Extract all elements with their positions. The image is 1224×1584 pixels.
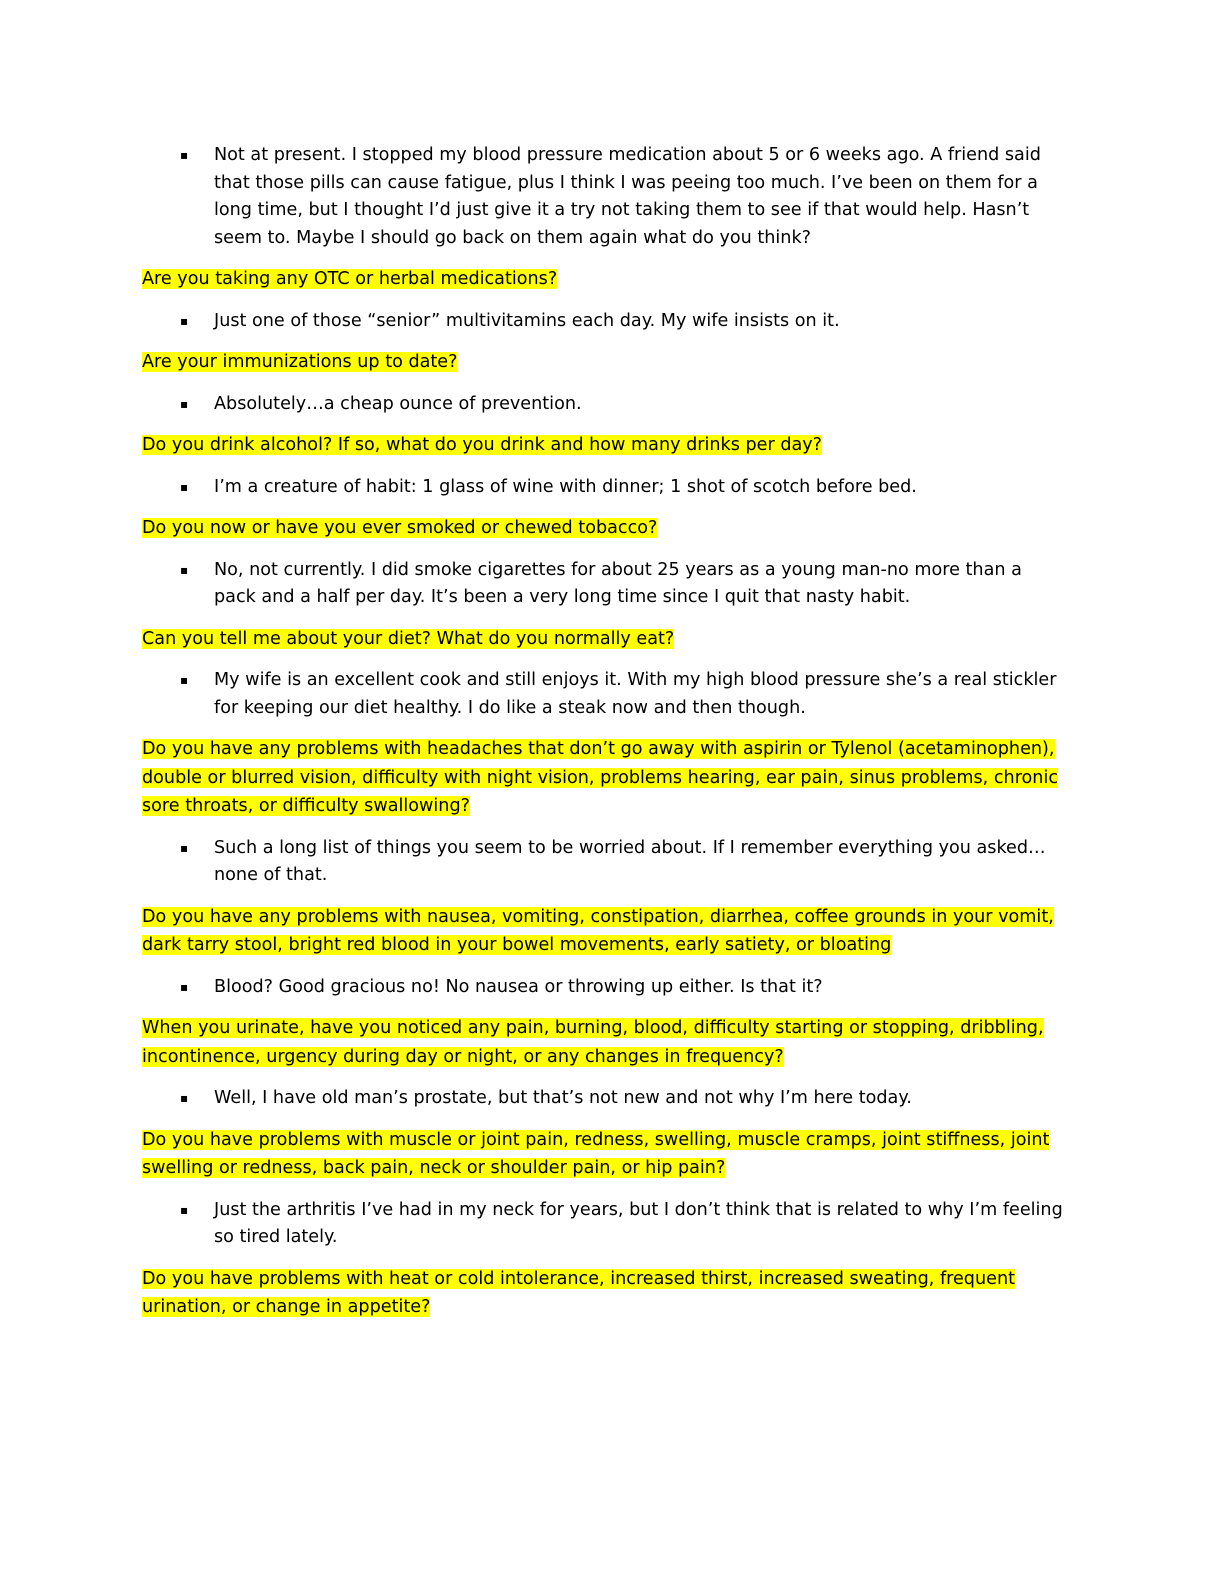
question-item — [142, 735, 1067, 821]
question-text: Are your immunizations up to date? — [142, 352, 458, 372]
answer-item — [180, 974, 1067, 1002]
answer-item — [180, 391, 1067, 419]
answer-item — [180, 835, 1067, 890]
question-text: When you urinate, have you noticed any pain, burning, blood, difficulty starting or stopping, dribbling, incontinence, urgency during day or night, or any changes in frequency? — [142, 1018, 1044, 1067]
question-text: Are you taking any OTC or herbal medications? — [142, 269, 558, 289]
question-item — [142, 265, 1067, 294]
question-text: Do you have any problems with headaches that don’t go away with aspirin or Tylenol (acetaminophen), double or blurred vision, difficulty with night vision, problems hearing, ear pain, sinus problems, chronic sore throats, or difficulty swallowing? — [142, 739, 1059, 816]
bullet-icon: ▪ — [180, 148, 189, 162]
document-page — [142, 142, 1067, 1336]
question-item — [142, 1014, 1067, 1071]
bullet-icon: ▪ — [180, 673, 189, 687]
answer-text: My wife is an excellent cook and still enjoys it. With my high blood pressure she’s a real stickler for keeping our diet healthy. I do like a steak now and then though. — [214, 670, 1057, 718]
question-text: Do you drink alcohol? If so, what do you drink and how many drinks per day? — [142, 435, 823, 455]
answer-text: I’m a creature of habit: 1 glass of wine with dinner; 1 shot of scotch before bed. — [214, 476, 917, 497]
answer-text: Absolutely…a cheap ounce of prevention. — [214, 393, 582, 414]
answer-item — [180, 557, 1067, 612]
question-item — [142, 625, 1067, 654]
answer-item — [180, 474, 1067, 502]
bullet-icon: ▪ — [180, 396, 189, 411]
answer-item — [180, 667, 1067, 722]
answer-item — [180, 1085, 1067, 1113]
question-text: Do you have problems with muscle or joint pain, redness, swelling, muscle cramps, joint stiffness, joint swelling or redness, back pain, neck or shoulder pain, or hip pain? — [142, 1129, 1050, 1178]
question-text: Do you now or have you ever smoked or chewed tobacco? — [142, 518, 658, 538]
bullet-icon: ▪ — [180, 979, 189, 994]
answer-text: No, not currently. I did smoke cigarettes for about 25 years as a young man-no more than a pack and a half per day. It’s been a very long time since I quit that nasty habit. — [214, 559, 1022, 607]
question-text: Can you tell me about your diet? What do you normally eat? — [142, 628, 675, 649]
question-item — [142, 903, 1067, 960]
answer-text: Not at present. I stopped my blood pressure medication about 5 or 6 weeks ago. A friend said that those pills can cause fatigue, plus I think I was peeing too much. I’ve been on them for a long time, but I thought I’d just give it a try not taking them to see if that would help. Hasn’t seem to. Maybe I should go back on them again what do you think? — [214, 145, 1041, 248]
bullet-icon: ▪ — [180, 313, 189, 328]
bullet-icon: ▪ — [180, 479, 189, 494]
question-item — [142, 514, 1067, 543]
answer-text: Just the arthritis I’ve had in my neck for years, but I don’t think that is related to why I’m feeling so tired lately. — [214, 1199, 1063, 1247]
answer-text: Blood? Good gracious no! No nausea or throwing up either. Is that it? — [214, 976, 823, 997]
bullet-icon: ▪ — [180, 840, 189, 855]
answer-text: Just one of those “senior” multivitamins each day. My wife insists on it. — [214, 310, 840, 331]
answer-item — [180, 142, 1067, 252]
answer-text: Well, I have old man’s prostate, but that’s not new and not why I’m here today. — [214, 1088, 912, 1108]
question-item — [142, 1265, 1067, 1322]
question-item — [142, 1126, 1067, 1183]
question-text: Do you have any problems with nausea, vomiting, constipation, diarrhea, coffee grounds in your vomit, dark tarry stool, bright red blood in your bowel movements, early satiety, or bloating — [142, 906, 1054, 955]
answer-text: Such a long list of things you seem to be worried about. If I remember everything you asked… none of that. — [214, 837, 1046, 885]
bullet-icon: ▪ — [180, 1202, 189, 1217]
answer-item — [180, 1197, 1067, 1252]
question-item — [142, 348, 1067, 377]
question-item — [142, 431, 1067, 460]
answer-item — [180, 308, 1067, 336]
question-text: Do you have problems with heat or cold intolerance, increased thirst, increased sweating, frequent urination, or change in appetite? — [142, 1268, 1016, 1317]
bullet-icon: ▪ — [180, 562, 189, 577]
bullet-icon: ▪ — [180, 1091, 189, 1105]
